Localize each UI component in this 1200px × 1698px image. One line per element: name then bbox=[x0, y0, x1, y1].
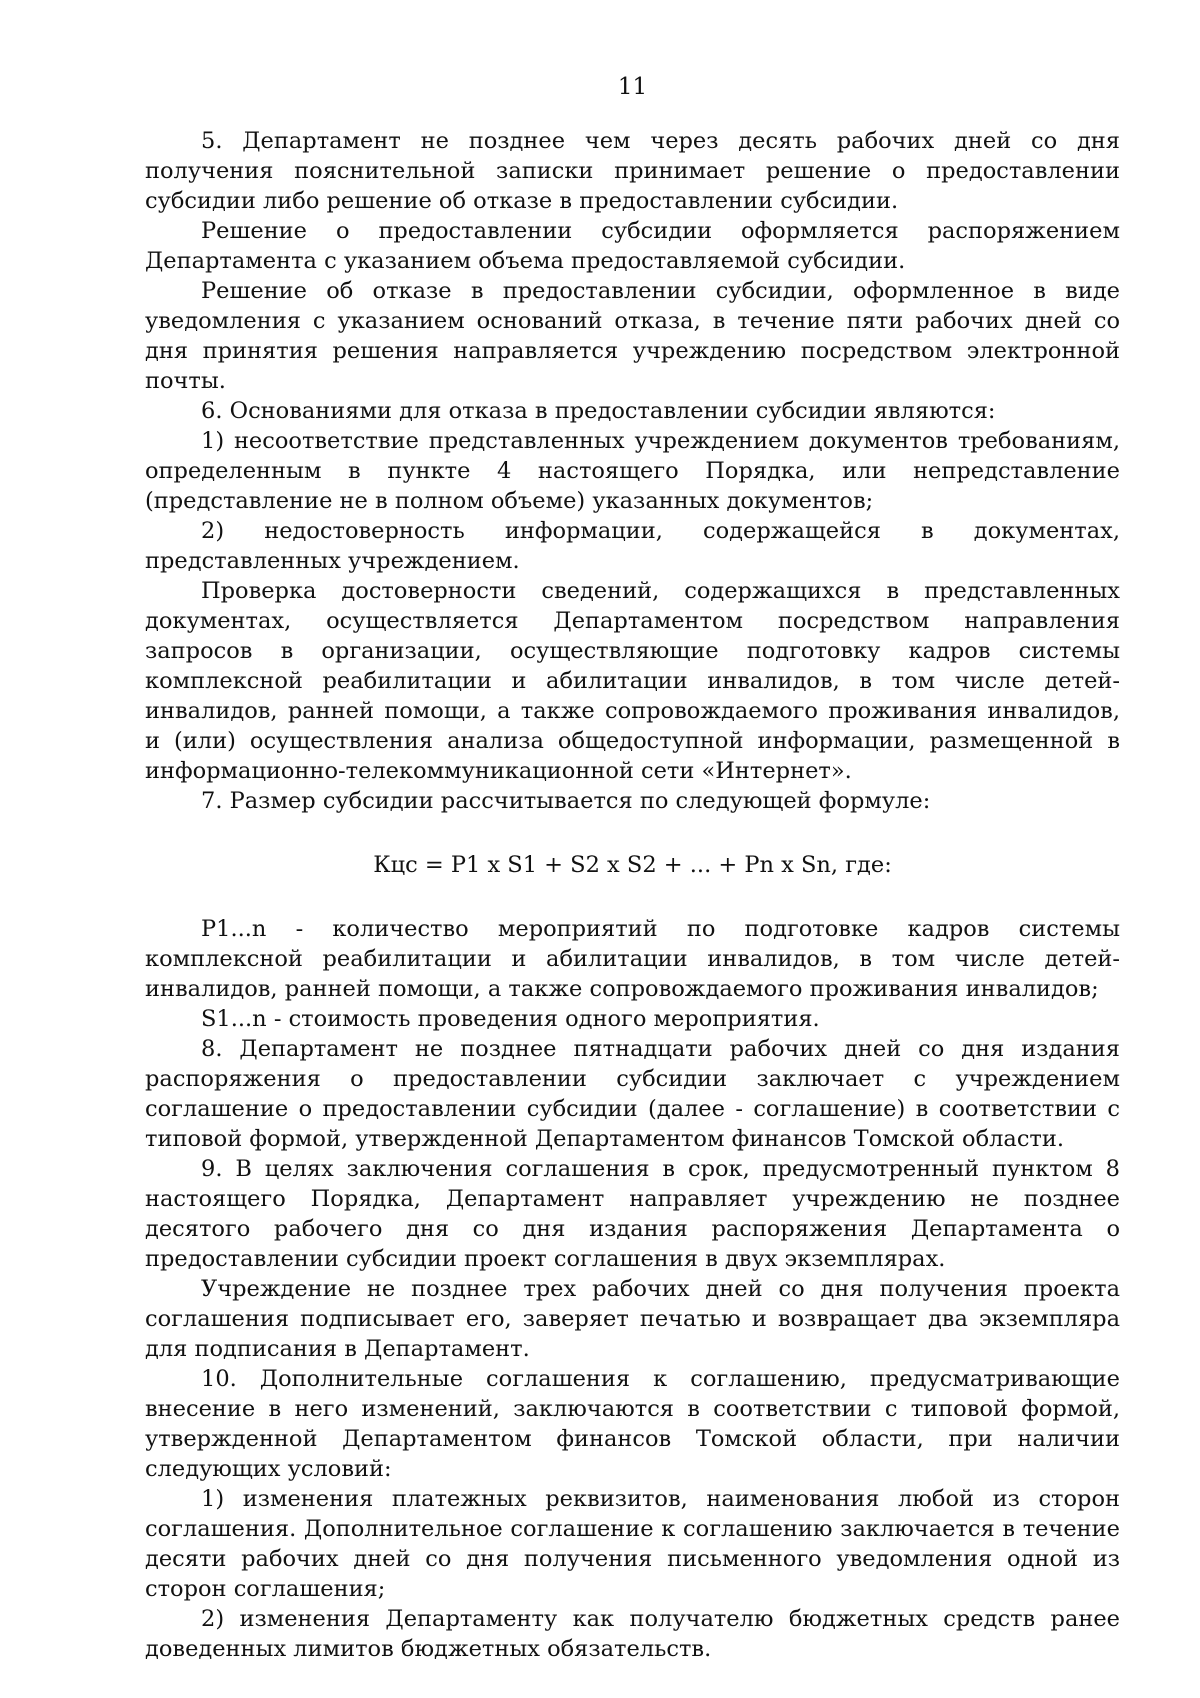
paragraph-decision-grant: Решение о предоставлении субсидии оформляется распоряжением Департамента с указанием объема предоставляемой субсидии. bbox=[145, 218, 1120, 274]
paragraph-10-item-1: 1) изменения платежных реквизитов, наименования любой из сторон соглашения. Дополнительное соглашение к соглашению заключается в течение десяти рабочих дней со дня получения письменного уведомления одной из сторон соглашения; bbox=[145, 1486, 1120, 1602]
paragraph-6-item-1: 1) несоответствие представленных учреждением документов требованиям, определенным в пункте 4 настоящего Порядка, или непредставление (представление не в полном объеме) указанных документов; bbox=[145, 428, 1120, 514]
paragraph-decision-refusal: Решение об отказе в предоставлении субсидии, оформленное в виде уведомления с указанием оснований отказа, в течение пяти рабочих дней со дня принятия решения направляется учреждению посредством электронной почты. bbox=[145, 278, 1120, 394]
paragraph-5: 5. Департамент не позднее чем через десять рабочих дней со дня получения пояснительной записки принимает решение о предоставлении субсидии либо решение об отказе в предоставлении субсидии. bbox=[145, 128, 1120, 214]
paragraph-6-item-2: 2) недостоверность информации, содержащейся в документах, представленных учреждением. bbox=[145, 518, 1120, 574]
paragraph-7: 7. Размер субсидии рассчитывается по следующей формуле: bbox=[201, 788, 931, 814]
page-number: 11 bbox=[617, 74, 648, 100]
paragraph-9: 9. В целях заключения соглашения в срок, предусмотренный пунктом 8 настоящего Порядка, Департамент направляет учреждению не позднее десятого рабочего дня со дня издания распоряжения Департамента о предоставлении субсидии проект соглашения в двух экземплярах. bbox=[145, 1156, 1120, 1272]
paragraph-p-definition: P1...n - количество мероприятий по подготовке кадров системы комплексной реабилитации и абилитации инвалидов, в том числе детей-инвалидов, ранней помощи, а также сопровождаемого проживания инвалидов; bbox=[145, 916, 1120, 1002]
paragraph-verification: Проверка достоверности сведений, содержащихся в представленных документах, осуществляется Департаментом посредством направления запросов в организации, осуществляющие подготовку кадров системы комплексной реабилитации и абилитации инвалидов, в том числе детей-инвалидов, ранней помощи, а также сопровождаемого проживания инвалидов, и (или) осуществления анализа общедоступной информации, размещенной в информационно-телекоммуникационной сети «Интернет». bbox=[145, 578, 1120, 784]
paragraph-8: 8. Департамент не позднее пятнадцати рабочих дней со дня издания распоряжения о предоставлении субсидии заключает с учреждением соглашение о предоставлении субсидии (далее - соглашение) в соответствии с типовой формой, утвержденной Департаментом финансов Томской области. bbox=[145, 1036, 1120, 1152]
subsidy-formula: Кцс = P1 x S1 + S2 x S2 + ... + Pn x Sn, где: bbox=[373, 852, 892, 878]
paragraph-s-definition: S1...n - стоимость проведения одного мероприятия. bbox=[201, 1006, 820, 1032]
document-body bbox=[145, 126, 1120, 1664]
paragraph-institution-signing: Учреждение не позднее трех рабочих дней со дня получения проекта соглашения подписывает его, заверяет печатью и возвращает два экземпляра для подписания в Департамент. bbox=[145, 1276, 1120, 1362]
paragraph-10-item-2: 2) изменения Департаменту как получателю бюджетных средств ранее доведенных лимитов бюджетных обязательств. bbox=[145, 1606, 1120, 1662]
paragraph-10: 10. Дополнительные соглашения к соглашению, предусматривающие внесение в него изменений, заключаются в соответствии с типовой формой, утвержденной Департаментом финансов Томской области, при наличии следующих условий: bbox=[145, 1366, 1120, 1482]
paragraph-6: 6. Основаниями для отказа в предоставлении субсидии являются: bbox=[201, 398, 996, 424]
